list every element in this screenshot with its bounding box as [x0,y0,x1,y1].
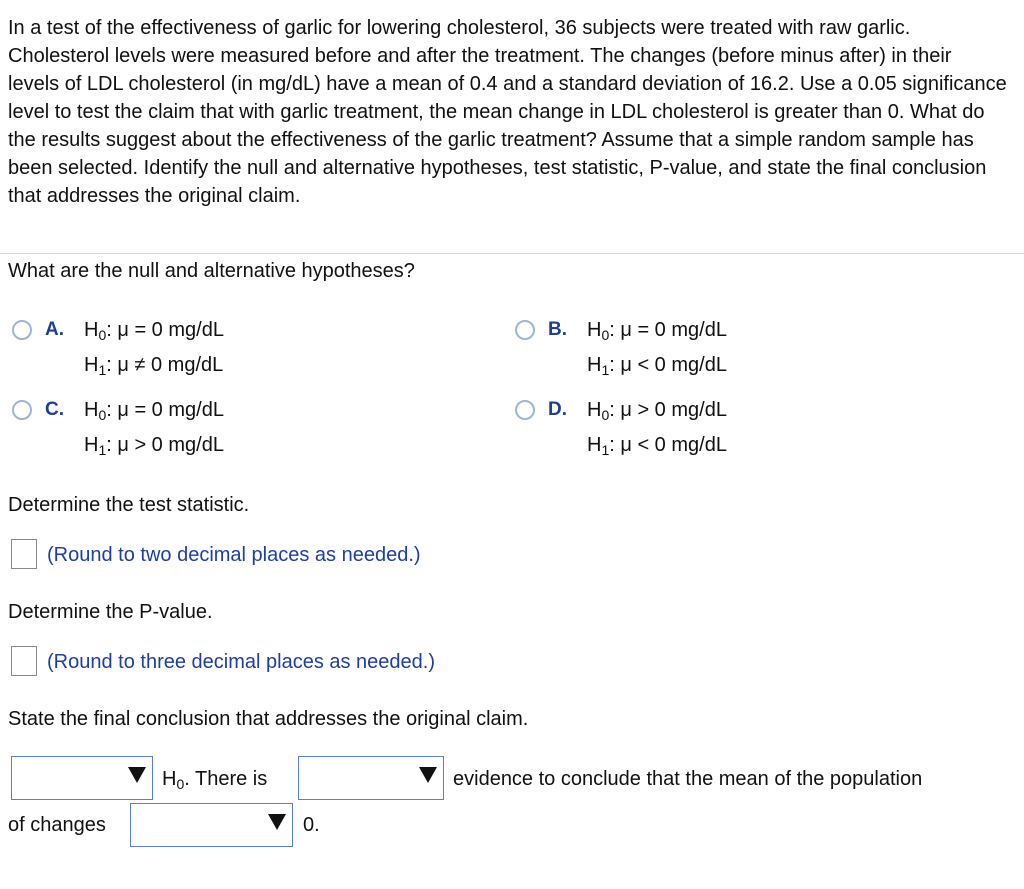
option-b-h0: $H_0$: μ = 0 mg/dL [587,319,727,343]
test-statistic-input[interactable] [11,539,37,569]
option-a-radio[interactable] [12,320,32,340]
option-a-h0: $H_0$: μ = 0 mg/dL [84,319,224,343]
option-b[interactable] [515,318,965,378]
option-a-letter: A. [45,319,64,340]
chevron-down-icon [268,814,286,830]
p-value-input[interactable] [11,646,37,676]
conclusion-question: State the final conclusion that addresses the original claim. [8,708,529,730]
option-b-radio[interactable] [515,320,535,340]
option-d-radio[interactable] [515,400,535,420]
reject-decision-dropdown[interactable] [11,756,153,800]
chevron-down-icon [128,767,146,783]
option-c-h0: $H_0$: μ = 0 mg/dL [84,399,224,423]
chevron-down-icon [419,767,437,783]
option-a-h1: $H_1$: μ ≠ 0 mg/dL [84,354,224,378]
comparison-dropdown[interactable] [130,803,293,847]
hypotheses-question: What are the null and alternative hypotheses? [8,260,415,282]
evidence-strength-dropdown[interactable] [298,756,444,800]
option-c-letter: C. [45,399,64,420]
problem-statement: In a test of the effectiveness of garlic for lowering cholesterol, 36 subjects were treated with raw garlic. Cholesterol levels were measured before and after the treatment. The changes (before minus after) in their levels of LDL cholesterol (in mg/dL) have a mean of 0.4 and a standard deviation of 16.2. Use a 0.05 significance level to test the claim that with garlic treatment, the mean change in LDL cholesterol is greater than 0. What do the results suggest about the effectiveness of the garlic treatment? Assume that a simple random sample has been selected. Identify the null and alternative hypotheses, test statistic, P-value, and state the final conclusion that addresses the original claim. [8,17,1007,207]
conclusion-line2-prefix: of changes [8,814,106,836]
p-value-hint: (Round to three decimal places as needed.) [47,651,436,673]
section-divider [0,253,1024,254]
test-statistic-question: Determine the test statistic. [8,494,250,516]
option-d-letter: D. [548,399,567,420]
test-statistic-hint: (Round to two decimal places as needed.) [47,544,421,566]
option-c-radio[interactable] [12,400,32,420]
conclusion-line2-suffix: 0. [303,814,320,836]
p-value-question: Determine the P-value. [8,601,213,623]
option-a[interactable] [12,318,462,378]
option-d-h1: $H_1$: μ < 0 mg/dL [587,434,727,458]
option-d-h0: $H_0$: μ > 0 mg/dL [587,399,727,423]
option-b-h1: $H_1$: μ < 0 mg/dL [587,354,727,378]
option-d[interactable] [515,398,965,458]
conclusion-h0-text: $H_0$. There is [162,768,268,792]
option-c-h1: $H_1$: μ > 0 mg/dL [84,434,224,458]
conclusion-evidence-text: evidence to conclude that the mean of the population [453,768,923,790]
option-b-letter: B. [548,319,567,340]
option-c[interactable] [12,398,462,458]
